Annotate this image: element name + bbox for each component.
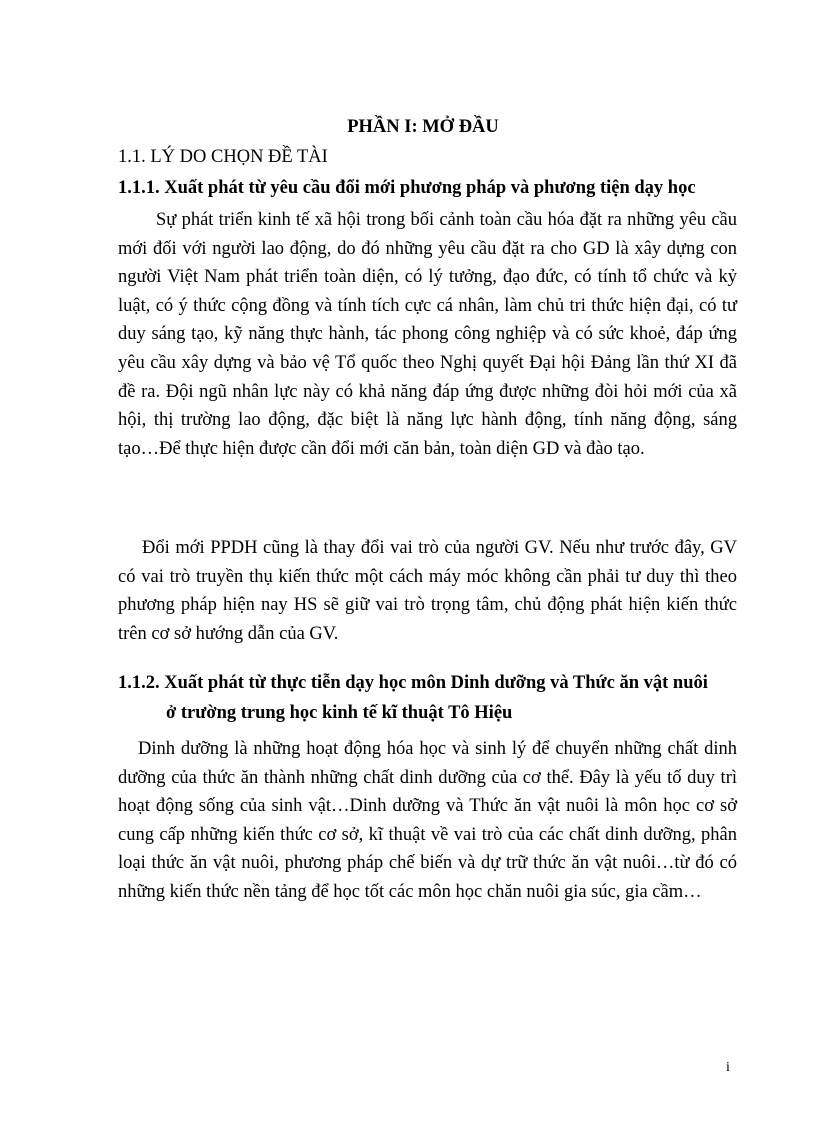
paragraph-1: Sự phát triển kinh tế xã hội trong bối cảnh toàn cầu hóa đặt ra những yêu cầu mới đối với người lao động, do đó những yêu cầu đặt ra cho GD là xây dựng con người Việt Nam phát triển toàn diện, có lý tưởng, đạo đức, có tính tổ chức và kỷ luật, có ý thức cộng đồng và tính tích cực cá nhân, làm chủ tri thức hiện đại, có tư duy sáng tạo, kỹ năng thực hành, tác phong công nghiệp và có sức khoẻ, đáp ứng yêu cầu xây dựng và bảo vệ Tổ quốc theo Nghị quyết Đại hội Đảng lần thứ XI đã đề ra. Đội ngũ nhân lực này có khả năng đáp ứng được những đòi hỏi mới của xã hội, thị trường lao động, đặc biệt là năng lực hành động, tính năng động, sáng tạo…Để thực hiện được cần đổi mới căn bản, toàn diện GD và đào tạo. bbox=[118, 210, 737, 459]
page-number: i bbox=[726, 1060, 730, 1075]
paragraph-3: Dinh dưỡng là những hoạt động hóa học và sinh lý để chuyển những chất dinh dưỡng của thức ăn thành những chất dinh dưỡng của cơ thể. Đây là yếu tố duy trì hoạt động sống của sinh vật…Dinh dưỡng và Thức ăn vật nuôi là môn học cơ sở cung cấp những kiến thức cơ sở, kĩ thuật về vai trò của các chất dinh dưỡng, phân loại thức ăn vật nuôi, phương pháp chế biến và dự trữ thức ăn vật nuôi…từ đó có những kiến thức nền tảng để học tốt các môn học chăn nuôi gia súc, gia cầm… bbox=[118, 739, 737, 902]
subsection-heading-1-1-2-continued: ở trường trung học kinh tế kĩ thuật Tô Hiệu bbox=[166, 703, 513, 723]
paragraph-2: Đổi mới PPDH cũng là thay đổi vai trò của người GV. Nếu như trước đây, GV có vai trò truyền thụ kiến thức một cách máy móc không cần phải tư duy thì theo phương pháp hiện nay HS sẽ giữ vai trò trọng tâm, chủ động phát hiện kiến thức trên cơ sở hướng dẫn của GV. bbox=[118, 538, 737, 644]
subsection-heading-1-1-2: 1.1.2. Xuất phát từ thực tiễn dạy học môn Dinh dưỡng và Thức ăn vật nuôi bbox=[118, 673, 708, 693]
page-title: PHẦN I: MỞ ĐẦU bbox=[347, 117, 499, 137]
section-heading-1-1: 1.1. LÝ DO CHỌN ĐỀ TÀI bbox=[118, 147, 328, 167]
subsection-heading-1-1-1: 1.1.1. Xuất phát từ yêu cầu đổi mới phương pháp và phương tiện dạy học bbox=[118, 178, 696, 198]
